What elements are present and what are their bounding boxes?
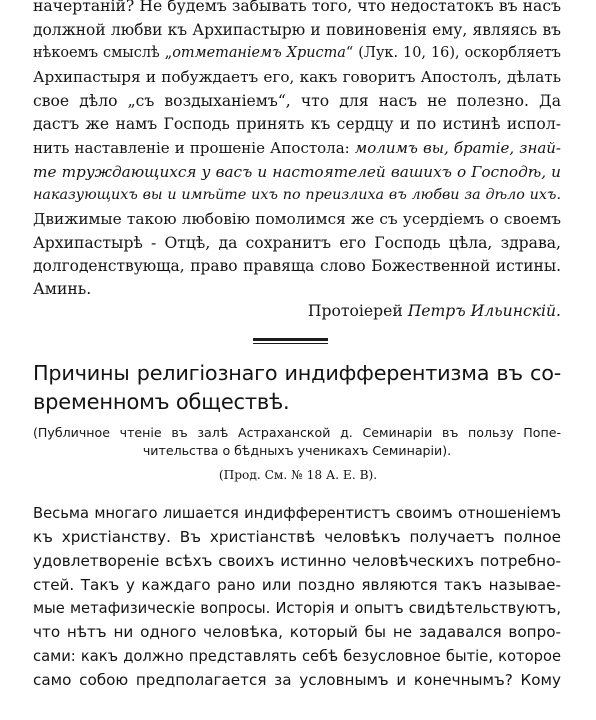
text-line: [33, 138, 561, 159]
italic-text: наказующихъ вы и имѣйте ихъ по преизлиха въ любви за дѣло ихъ.: [33, 187, 561, 203]
text-line: [33, 67, 561, 88]
body-line: само собою предполагается за условнымъ и конечнымъ? Кому: [33, 671, 561, 689]
body-line: мые метафизическіе вопросы. Исторія и опытъ свидѣтельствуютъ,: [33, 600, 561, 617]
text-line: [33, 91, 561, 112]
text-segment: свое дѣло „съ воздыханіемъ“, что для насъ не полезно. Да: [33, 92, 561, 110]
author-title: Протоіерей: [307, 302, 403, 320]
article-subtitle-line-1: (Публичное чтеніе въ залѣ Астраханской д. Семинаріи въ пользу Попе-: [33, 425, 561, 440]
text-segment: долгоденствующа, право правяща слово Божественной истины.: [33, 257, 561, 275]
body-line: стей. Такъ у каждаго рано или поздно являются такъ называе-: [33, 576, 561, 594]
text-line: [33, 43, 561, 64]
text-line: [33, 20, 561, 41]
italic-text: отметаніемъ Христа: [172, 45, 346, 61]
body-line: что нѣтъ ни одного человѣка, который бы не задавался вопро-: [33, 623, 561, 641]
text-segment: Движимые такою любовію помолимся же съ усердіемъ о своемъ: [33, 210, 561, 228]
text-segment: Аминь.: [33, 280, 92, 298]
text-segment: нить наставленіе и прошеніе Апостола:: [33, 139, 355, 157]
text-segment: начертаній? Не будемъ забывать того, что недостатокъ въ насъ: [33, 0, 561, 15]
text-segment: Архипастырѣ - Отцѣ, да сохранитъ его Господь цѣла, здрава,: [33, 234, 561, 252]
body-line: къ христіанству. Въ христіанствѣ человѣкъ получаетъ полное: [33, 528, 561, 546]
text-segment: Архипастыря и побуждаетъ его, какъ говоритъ Апостолъ, дѣлать: [33, 68, 561, 86]
text-line: [33, 209, 561, 230]
body-line: удовлетвореніе всѣхъ своихъ истинно человѣческихъ потребно-: [33, 552, 561, 570]
text-segment: дастъ же намъ Господь принять къ сердцу и по истинѣ испол-: [33, 115, 561, 133]
article-heading-line-2: временномъ обществѣ.: [33, 390, 290, 414]
text-line: [33, 279, 561, 300]
text-line: [33, 114, 561, 135]
continuation-reference: (Прод. См. № 18 А. Е. В).: [218, 468, 378, 482]
italic-text: те труждающихся у васъ и настоятелей вашихъ о Господѣ, и: [33, 163, 561, 181]
body-line: Весьма многаго лишается индифферентистъ своимъ отношеніемъ: [33, 505, 561, 522]
text-line: [33, 0, 561, 17]
body-line: сами: какъ должно представлять себѣ безусловное бытіе, которое: [33, 648, 561, 665]
article-subtitle-line-2: чительства о бѣдныхъ ученикахъ Семинаріи).: [142, 443, 452, 458]
section-divider-top: [253, 338, 328, 341]
text-line: [33, 185, 561, 206]
text-segment: должной любви къ Архипастырю и повиновенія ему, являясь въ: [33, 21, 561, 39]
text-segment: “ (Лук. 10, 16), оскорбляетъ: [345, 45, 561, 61]
article-heading-line-1: Причины религіознаго индифферентизма въ со-: [33, 361, 561, 385]
text-line: [33, 256, 561, 277]
text-line: [33, 162, 561, 183]
section-divider-bottom: [253, 343, 328, 344]
author-name: Петръ Ильинскій.: [407, 302, 561, 320]
text-segment: нѣкоемъ смыслѣ „: [33, 45, 173, 61]
text-line: [33, 233, 561, 254]
author-signature: [0, 301, 561, 322]
italic-text: молимъ вы, братіе, знай-: [354, 139, 562, 157]
